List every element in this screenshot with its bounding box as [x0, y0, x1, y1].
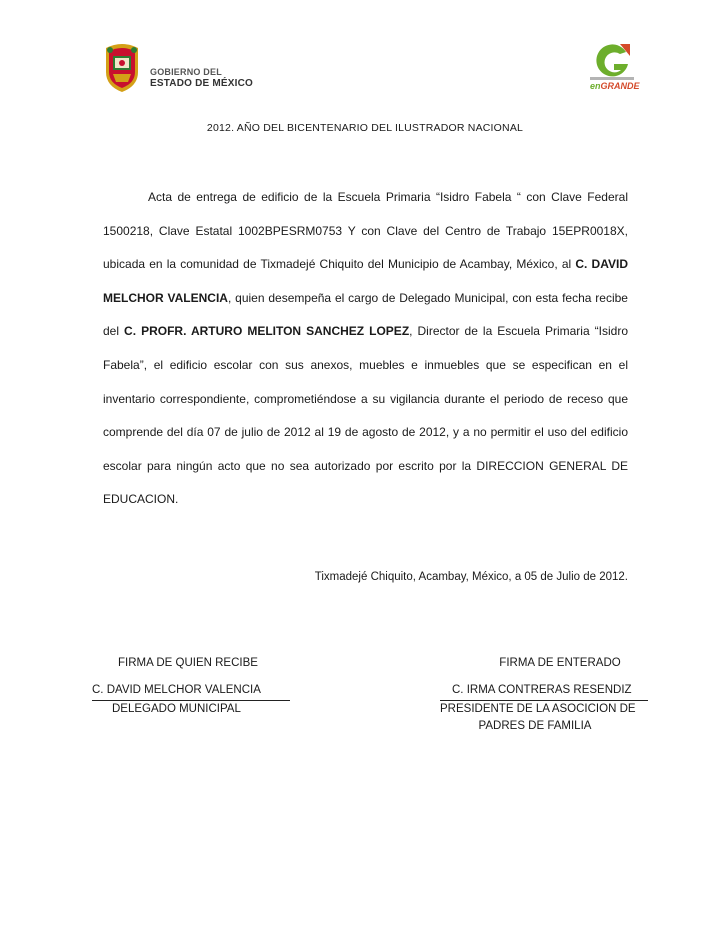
gobierno-estado-mexico-logo [102, 42, 262, 98]
signature-name-witness: C. IRMA CONTRERAS RESENDIZ [440, 682, 648, 701]
brand-en-text: en [590, 81, 601, 91]
signature-label-receiver: FIRMA DE QUIEN RECIBE [118, 657, 258, 669]
brand-grande-text: GRANDE [600, 81, 640, 91]
gov-logo-line1: GOBIERNO DEL [150, 67, 222, 77]
signature-block-receiver [92, 655, 292, 718]
gov-logo-line2: ESTADO DE MÉXICO [150, 78, 254, 89]
signature-block-witness [440, 655, 650, 735]
document-heading: 2012. AÑO DEL BICENTENARIO DEL ILUSTRADOR NACIONAL [206, 122, 524, 134]
state-coat-of-arms-icon [102, 42, 142, 94]
signature-label-witness: FIRMA DE ENTERADO [499, 657, 621, 669]
signature-role-witness-line1: PRESIDENTE DE LA ASOCICION DE [440, 703, 636, 715]
place-and-date: Tixmadejé Chiquito, Acambay, México, a 05 de Julio de 2012. [314, 571, 628, 583]
signature-name-receiver: C. DAVID MELCHOR VALENCIA [92, 682, 290, 701]
signature-role-witness-line2: PADRES DE FAMILIA [478, 720, 592, 732]
body-bold-receiver: C. DAVID MELCHOR VALENCIA [103, 257, 629, 305]
g-letter-icon [592, 40, 632, 80]
body-part-1: Acta de entrega de edificio de la Escuela Primaria “Isidro Fabela “ con Clave Federal 1500218, Clave Estatal 1002BPESRM0753 Y con Clave del Centro de Trabajo 15EPR0018X, ubicada en la comunidad de Tixmadejé Chiquito del Municipio de Acambay, México, al [103, 190, 628, 272]
body-bold-director: C. PROFR. ARTURO MELITON SANCHEZ LOPEZ [124, 324, 410, 339]
engrande-logo [590, 40, 640, 96]
body-part-2: , quien desempeña el cargo de Delegado Municipal, con esta fecha recibe del [103, 290, 628, 339]
signature-role-receiver: DELEGADO MUNICIPAL [112, 703, 241, 715]
logo-tagline-bar [590, 77, 634, 80]
document-body [103, 181, 628, 517]
body-part-3: , Director de la Escuela Primaria “Isidro Fabela”, el edificio escolar con sus anexos, muebles e inmuebles que se especifican en el inventario correspondiente, comprometiéndose a su vigilancia durante el periodo de receso que comprende del día 07 de julio de 2012 al 19 de agosto de 2012, y a no permitir el uso del edificio escolar para ningún acto que no sea autorizado por escrito por la DIRECCION GENERAL DE EDUCACION. [103, 324, 629, 507]
